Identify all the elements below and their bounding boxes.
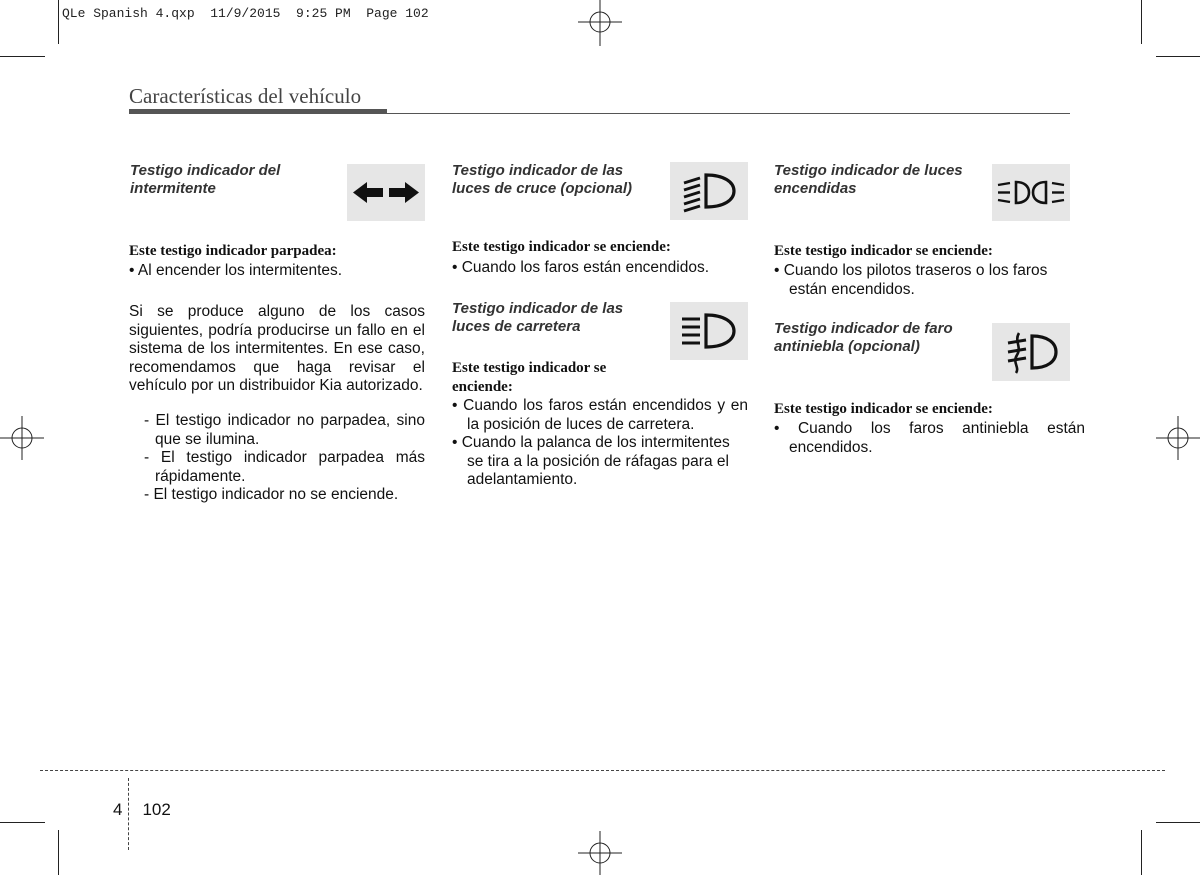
list-item: - El testigo indicador no parpadea, sino que se ilumina. xyxy=(144,412,425,448)
print-slug: QLe Spanish 4.qxp 11/9/2015 9:25 PM Page 102 xyxy=(62,6,429,21)
footer-dashed-rule xyxy=(40,770,1165,771)
header-rule-thick xyxy=(129,109,387,114)
low-beam-lead: Este testigo indicador se enciende: xyxy=(452,239,671,255)
page-number xyxy=(113,800,171,820)
front-fog-light-icon xyxy=(992,323,1070,381)
low-beam-icon xyxy=(670,162,748,220)
registration-mark-bottom xyxy=(578,831,622,875)
fog-light-bullet: • Cuando los faros antiniebla están encendidos. xyxy=(774,420,1086,456)
turn-signal-heading: Testigo indicador del intermitente xyxy=(130,162,281,197)
section-title: Características del vehículo xyxy=(129,84,362,108)
position-lights-lead: Este testigo indicador se enciende: xyxy=(774,243,993,259)
position-lights-icon xyxy=(992,164,1070,221)
high-beam-bullet-list xyxy=(452,397,748,490)
fog-light-lead: Este testigo indicador se enciende: xyxy=(774,401,993,417)
header-rule-thin xyxy=(387,113,1070,114)
turn-signal-paragraph: Si se produce alguno de los casos siguientes, podría producirse un fallo en el sistema de los intermitentes. En ese caso, recomendamos que haga revisar el vehículo por un distribuidor Kia autorizado. xyxy=(129,303,425,394)
high-beam-lead: Este testigo indicador se enciende: xyxy=(452,360,607,395)
position-lights-heading: Testigo indicador de luces encendidas xyxy=(774,162,963,197)
turn-signal-lead: Este testigo indicador parpadea: xyxy=(129,243,337,259)
position-lights-icon-box xyxy=(992,164,1070,221)
turn-signal-arrows-icon xyxy=(347,164,425,221)
low-beam-bullet: • Cuando los faros están encendidos. xyxy=(452,259,710,276)
low-beam-heading: Testigo indicador de las luces de cruce (opcional) xyxy=(452,162,633,197)
low-beam-icon-box xyxy=(670,162,748,220)
list-item: • Cuando los faros están encendidos y en la posición de luces de carretera. xyxy=(452,397,749,433)
list-item: - El testigo indicador parpadea más rápidamente. xyxy=(144,449,425,485)
chapter-number: 4 xyxy=(113,800,123,819)
registration-mark-left xyxy=(0,416,44,460)
turn-signal-dash-list xyxy=(129,412,425,505)
page-number-value: 102 xyxy=(142,800,171,819)
list-item: - El testigo indicador no se enciende. xyxy=(144,486,399,503)
high-beam-icon-box xyxy=(670,302,748,360)
registration-mark-top xyxy=(578,0,622,46)
turn-signal-icon-box xyxy=(347,164,425,221)
high-beam-icon xyxy=(670,302,748,360)
list-item: • Cuando la palanca de los intermitentes se tira a la posición de ráfagas para el adelantamiento. xyxy=(452,434,730,488)
high-beam-heading: Testigo indicador de las luces de carretera xyxy=(452,300,624,335)
position-lights-bullet: • Cuando los pilotos traseros o los faros están encendidos. xyxy=(774,262,1048,298)
turn-signal-bullet: • Al encender los intermitentes. xyxy=(129,262,343,279)
fog-light-heading: Testigo indicador de faro antiniebla (opcional) xyxy=(774,320,953,355)
registration-mark-right xyxy=(1156,416,1200,460)
fog-light-icon-box xyxy=(992,323,1070,381)
